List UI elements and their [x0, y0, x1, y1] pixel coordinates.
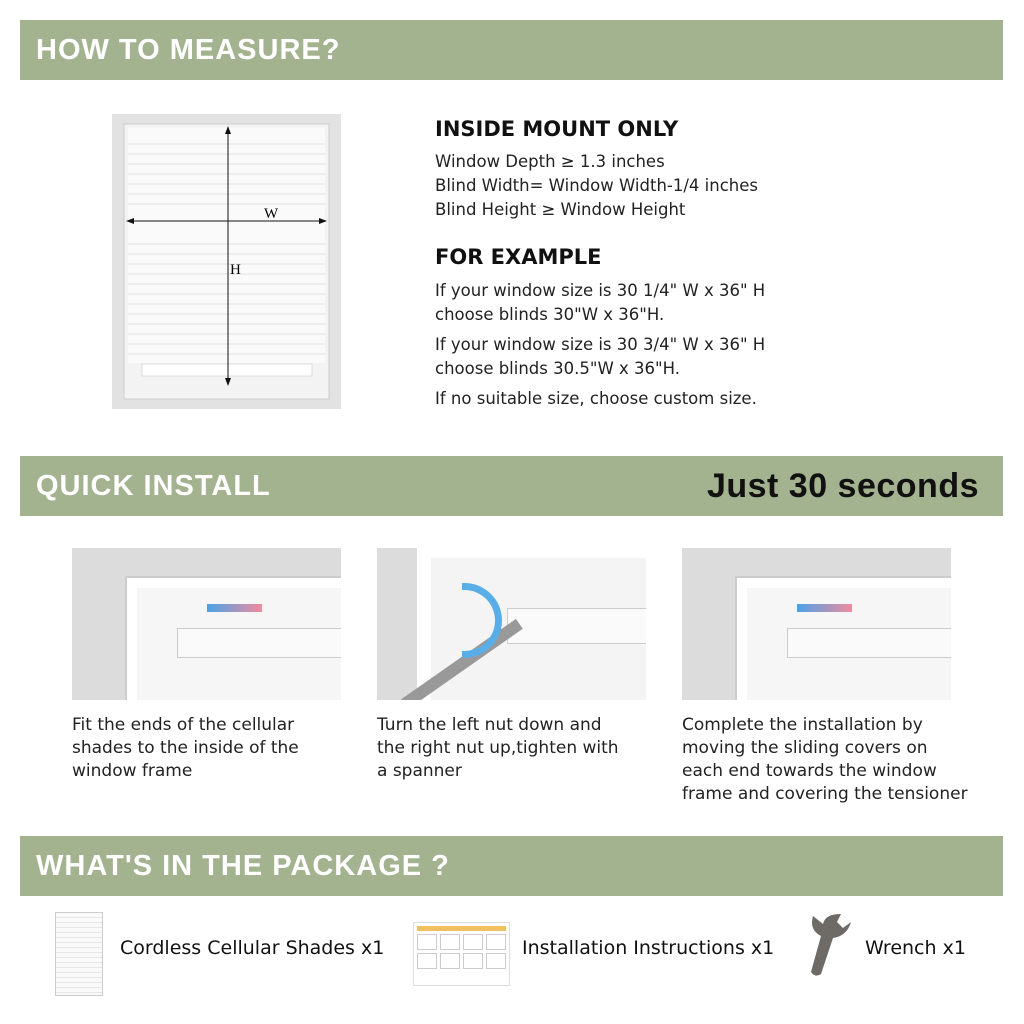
- banner-quick-install: [20, 456, 1003, 516]
- example-line: If your window size is 30 3/4" W x 36" H: [435, 335, 766, 354]
- caption-line: shades to the inside of the: [72, 738, 299, 758]
- example-line: If no suitable size, choose custom size.: [435, 389, 757, 408]
- arrow-left-icon: [207, 604, 262, 612]
- section-title: QUICK INSTALL: [36, 469, 271, 502]
- rule-height: Blind Height ≥ Window Height: [435, 200, 686, 219]
- caption-line: Turn the left nut down and: [377, 715, 602, 735]
- step-1-caption: [72, 714, 362, 783]
- inside-mount-rules: [435, 150, 758, 222]
- rule-width: Blind Width= Window Width-1/4 inches: [435, 176, 758, 195]
- package-item-instructions: Installation Instructions x1: [522, 937, 775, 959]
- install-time-tag: Just 30 seconds: [706, 466, 979, 505]
- step-2-caption: [377, 714, 667, 783]
- package-item-shades: Cordless Cellular Shades x1: [120, 937, 385, 959]
- step-3-photo: [682, 548, 951, 700]
- banner-how-to-measure: [20, 20, 1003, 80]
- example-text: [435, 279, 765, 411]
- section-title: HOW TO MEASURE?: [36, 33, 341, 66]
- caption-line: the right nut up,tighten with: [377, 738, 619, 758]
- width-label: W: [264, 206, 279, 222]
- caption-line: frame and covering the tensioner: [682, 784, 968, 804]
- example-line: choose blinds 30"W x 36"H.: [435, 305, 665, 324]
- step-2-photo: [377, 548, 646, 700]
- wrench-icon: [805, 912, 857, 978]
- caption-line: Fit the ends of the cellular: [72, 715, 295, 735]
- example-line: choose blinds 30.5"W x 36"H.: [435, 359, 680, 378]
- rule-depth: Window Depth ≥ 1.3 inches: [435, 152, 665, 171]
- step-3-caption: [682, 714, 1002, 806]
- inside-mount-heading: INSIDE MOUNT ONLY: [435, 117, 679, 141]
- instructions-sheet-icon: [413, 922, 510, 986]
- step-1-photo: [72, 548, 341, 700]
- section-title: WHAT'S IN THE PACKAGE ?: [36, 849, 450, 882]
- height-label: H: [230, 262, 241, 278]
- caption-line: a spanner: [377, 761, 462, 781]
- window-measure-diagram: [112, 114, 341, 409]
- package-item-wrench: Wrench x1: [865, 937, 966, 959]
- caption-line: window frame: [72, 761, 193, 781]
- caption-line: Complete the installation by: [682, 715, 923, 735]
- banner-package: [20, 836, 1003, 896]
- example-line: If your window size is 30 1/4" W x 36" H: [435, 281, 766, 300]
- arrow-left-icon: [797, 604, 852, 612]
- caption-line: moving the sliding covers on: [682, 738, 928, 758]
- caption-line: each end towards the window: [682, 761, 937, 781]
- cellular-shade-icon: [55, 912, 103, 996]
- example-heading: FOR EXAMPLE: [435, 245, 602, 269]
